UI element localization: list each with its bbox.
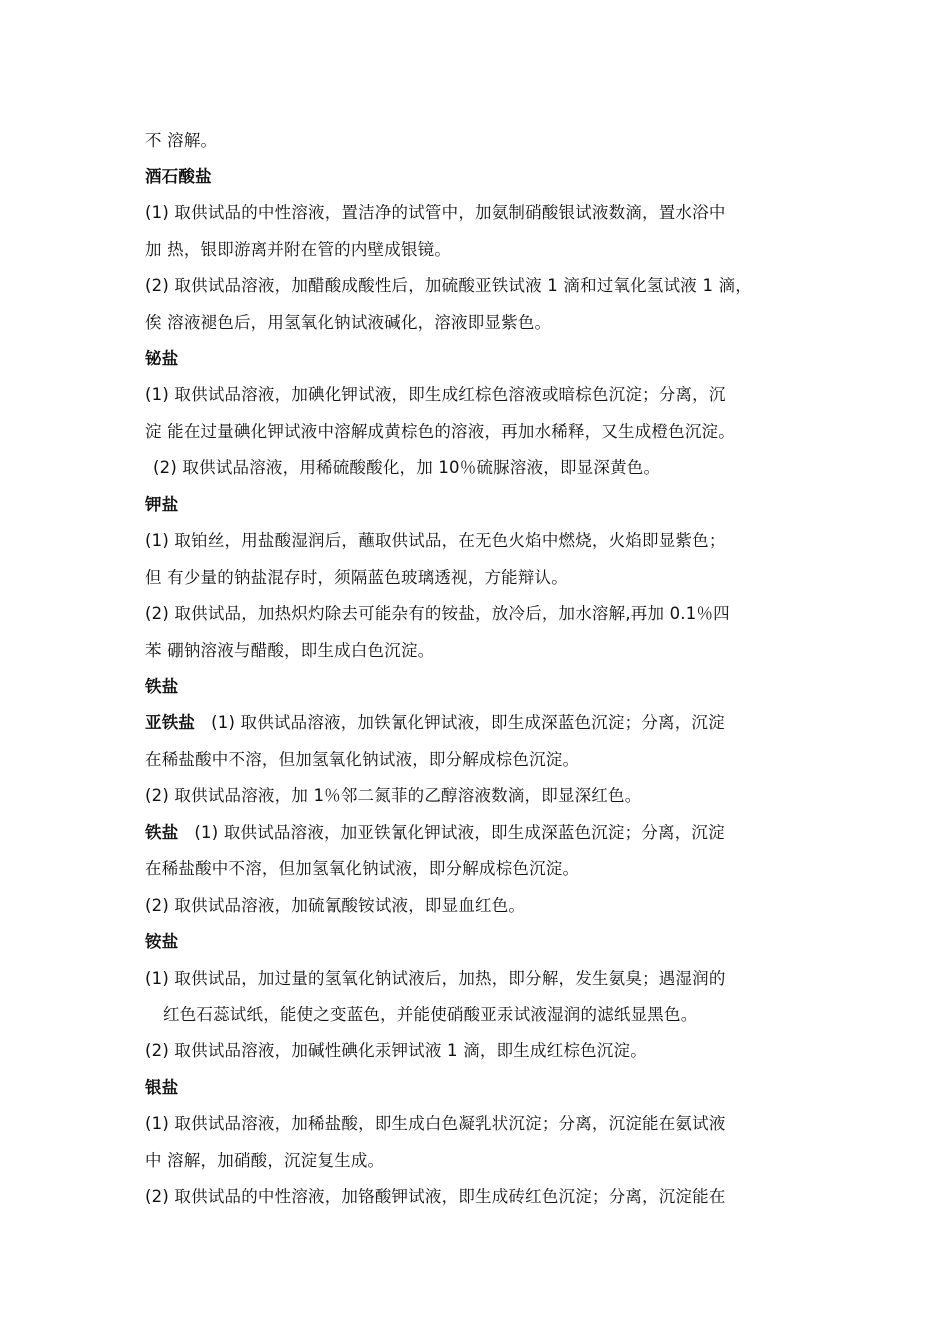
text-line: (2) 取供试品溶液，用稀硫酸酸化，加 10％硫脲溶液，即显深黄色。 (153, 458, 661, 477)
text-line: (2) 取供试品溶液，加硫氰酸铵试液，即显血红色。 (145, 896, 526, 915)
text-line: (1) 取供试品，加过量的氢氧化钠试液后，加热，即分解，发生氨臭；遇湿润的 (145, 969, 726, 988)
section-heading-iron: 铁盐 (145, 677, 179, 696)
text-line: (1) 取供试品溶液，加稀盐酸，即生成白色凝乳状沉淀；分离，沉淀能在氨试液 (145, 1114, 726, 1133)
text-line: 俟 溶液褪色后，用氢氧化钠试液碱化，溶液即显紫色。 (145, 313, 552, 332)
text-line: (1) 取供试品的中性溶液，置洁净的试管中，加氨制硝酸银试液数滴，置水浴中 (145, 203, 726, 222)
inline-text: (1) 取供试品溶液，加铁氰化钾试液，即生成深蓝色沉淀；分离，沉淀 (211, 713, 725, 732)
section-heading-tartrate: 酒石酸盐 (145, 167, 212, 186)
inline-text: (1) 取供试品溶液，加亚铁氰化钾试液，即生成深蓝色沉淀；分离，沉淀 (194, 823, 725, 842)
section-heading-silver: 银盐 (145, 1078, 179, 1097)
text-line: 在稀盐酸中不溶，但加氢氧化钠试液，即分解成棕色沉淀。 (145, 859, 580, 878)
subheading-ferric: 铁盐 (145, 823, 179, 842)
text-line: (2) 取供试品溶液，加醋酸成酸性后，加硫酸亚铁试液 1 滴和过氧化氢试液 1 滴， (145, 276, 752, 295)
text-line: 中 溶解，加硝酸，沉淀复生成。 (145, 1151, 385, 1170)
text-line: (2) 取供试品的中性溶液，加铬酸钾试液，即生成砖红色沉淀；分离，沉淀能在 (145, 1187, 726, 1206)
text-line: 苯 硼钠溶液与醋酸，即生成白色沉淀。 (145, 641, 435, 660)
text-line: (2) 取供试品，加热炽灼除去可能杂有的铵盐，放冷后，加水溶解,再加 0.1％四 (145, 604, 730, 623)
text-line: 加 热，银即游离并附在管的内壁成银镜。 (145, 240, 452, 259)
text-line: 在稀盐酸中不溶，但加氢氧化钠试液，即分解成棕色沉淀。 (145, 750, 580, 769)
section-heading-bismuth: 铋盐 (145, 349, 179, 368)
text-line (145, 822, 725, 844)
subheading-ferrous: 亚铁盐 (145, 713, 196, 732)
text-line (145, 712, 725, 734)
text-line: (2) 取供试品溶液，加 1％邻二氮菲的乙醇溶液数滴，即显深红色。 (145, 786, 642, 805)
section-heading-potassium: 钾盐 (145, 495, 179, 514)
text-line: 但 有少量的钠盐混存时，须隔蓝色玻璃透视，方能辩认。 (145, 568, 568, 587)
text-line: 不 溶解。 (145, 131, 218, 150)
text-line: (1) 取铂丝，用盐酸湿润后，蘸取供试品，在无色火焰中燃烧，火焰即显紫色； (145, 531, 726, 550)
section-heading-ammonium: 铵盐 (145, 932, 179, 951)
text-line: 红色石蕊试纸，能使之变蓝色，并能使硝酸亚汞试液湿润的滤纸显黑色。 (163, 1005, 698, 1024)
text-line: 淀 能在过量碘化钾试液中溶解成黄棕色的溶液，再加水稀释，又生成橙色沉淀。 (145, 422, 735, 441)
text-line: (1) 取供试品溶液，加碘化钾试液，即生成红棕色溶液或暗棕色沉淀；分离，沉 (145, 385, 726, 404)
text-line: (2) 取供试品溶液，加碱性碘化汞钾试液 1 滴，即生成红棕色沉淀。 (145, 1041, 647, 1060)
